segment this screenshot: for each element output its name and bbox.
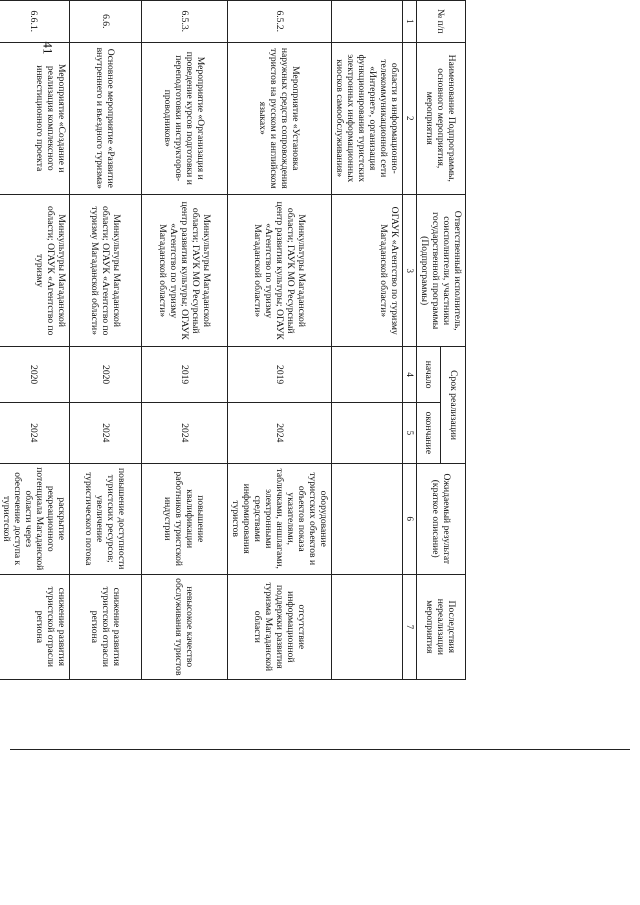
header-end: окончание — [417, 402, 442, 463]
row-name: Мероприятие «Установка наружных средств сопровождения туристов на русском и английском языках» — [228, 42, 332, 194]
rotated-table-wrapper — [1, 0, 466, 680]
row-num: 6.5.2. — [228, 1, 332, 43]
row-end — [332, 402, 403, 463]
row-executor: Минкультуры Магаданской области; ГАУК МО Ресурсный центр развития культуры; ОГАУК «Агентство по туризму Магаданской области» — [142, 194, 228, 346]
column-number: 3 — [403, 194, 417, 346]
row-result: оборудование туристских объектов и объектов показа указателями, табличками, аншлагами, электронными средствами информирования туристов — [228, 463, 332, 574]
header-consequences: Последствия нереализации мероприятия — [417, 574, 466, 679]
row-start: 2020 — [0, 347, 70, 402]
table-row — [70, 1, 142, 680]
header-period: Срок реализации — [441, 347, 466, 463]
row-end: 2024 — [0, 402, 70, 463]
row-start: 2020 — [70, 347, 142, 402]
row-num — [332, 1, 403, 43]
table-row — [228, 1, 332, 680]
row-num: 6.5.3. — [142, 1, 228, 43]
row-result — [332, 463, 403, 574]
row-end: 2024 — [228, 402, 332, 463]
row-executor: Минкультуры Магаданской области; ОГАУК «Агентство по туризму — [0, 194, 70, 346]
row-consequences: снижение развития туристской отрасли региона — [70, 574, 142, 679]
footer-rule — [10, 749, 630, 750]
row-executor: Минкультуры Магаданской области; ОГАУК «Агентство по туризму Магаданской области» — [70, 194, 142, 346]
row-result: повышение доступности туристских ресурсов; увеличение туристического потока — [70, 463, 142, 574]
column-number: 2 — [403, 42, 417, 194]
column-number: 6 — [403, 463, 417, 574]
row-result: повышение квалификации работников туристской индустрии — [142, 463, 228, 574]
column-number: 4 — [403, 347, 417, 402]
row-start — [332, 347, 403, 402]
header-num: № п/п — [417, 1, 466, 43]
row-start: 2019 — [228, 347, 332, 402]
table-row — [0, 1, 70, 680]
header-start: начало — [417, 347, 442, 402]
row-num: 6.6. — [70, 1, 142, 43]
row-result: раскрытие рекреационного потенциала Магаданской области через обеспечение доступа к туристской — [0, 463, 70, 574]
row-executor: ОГАУК «Агентство по туризму Магаданской области» — [332, 194, 403, 346]
row-start: 2019 — [142, 347, 228, 402]
row-consequences: отсутствие информационной поддержки развития туризма Магаданской области — [228, 574, 332, 679]
header-name: Наименование Подпрограммы, основного мероприятия, мероприятия — [417, 42, 466, 194]
row-consequences — [332, 574, 403, 679]
page-number: 41 — [40, 41, 56, 55]
header-result: Ожидаемый результат (краткое описание) — [417, 463, 466, 574]
column-number: 7 — [403, 574, 417, 679]
row-end: 2024 — [142, 402, 228, 463]
table-row — [142, 1, 228, 680]
row-name: Мероприятие «Организация и проведение курсов подготовки и переподготовки инструкторов-проводников» — [142, 42, 228, 194]
row-name: области в информационно-телекоммуникационной сети «Интернет», организация функционирования туристских электронных информационных киосков самообслуживания» — [332, 42, 403, 194]
row-num: 6.6.1. — [0, 1, 70, 43]
row-name: Основное мероприятие «Развитие внутреннего и въездного туризма» — [70, 42, 142, 194]
column-number: 5 — [403, 402, 417, 463]
row-end: 2024 — [70, 402, 142, 463]
column-number: 1 — [403, 1, 417, 43]
row-name: Мероприятие «Создание и реализация комплексного инвестиционного проекта — [0, 42, 70, 194]
row-executor: Минкультуры Магаданской области; ГАУК МО Ресурсный центр развития культуры; ОГАУК «Агентство по туризму Магаданской области» — [228, 194, 332, 346]
header-executor: Ответственный исполнитель, соисполнители, участники государственной программы (Подпрограммы) — [417, 194, 466, 346]
table-row — [332, 1, 403, 680]
row-consequences: снижение развития туристской отрасли региона — [0, 574, 70, 679]
row-consequences: невысокое качество обслуживания туристов — [142, 574, 228, 679]
